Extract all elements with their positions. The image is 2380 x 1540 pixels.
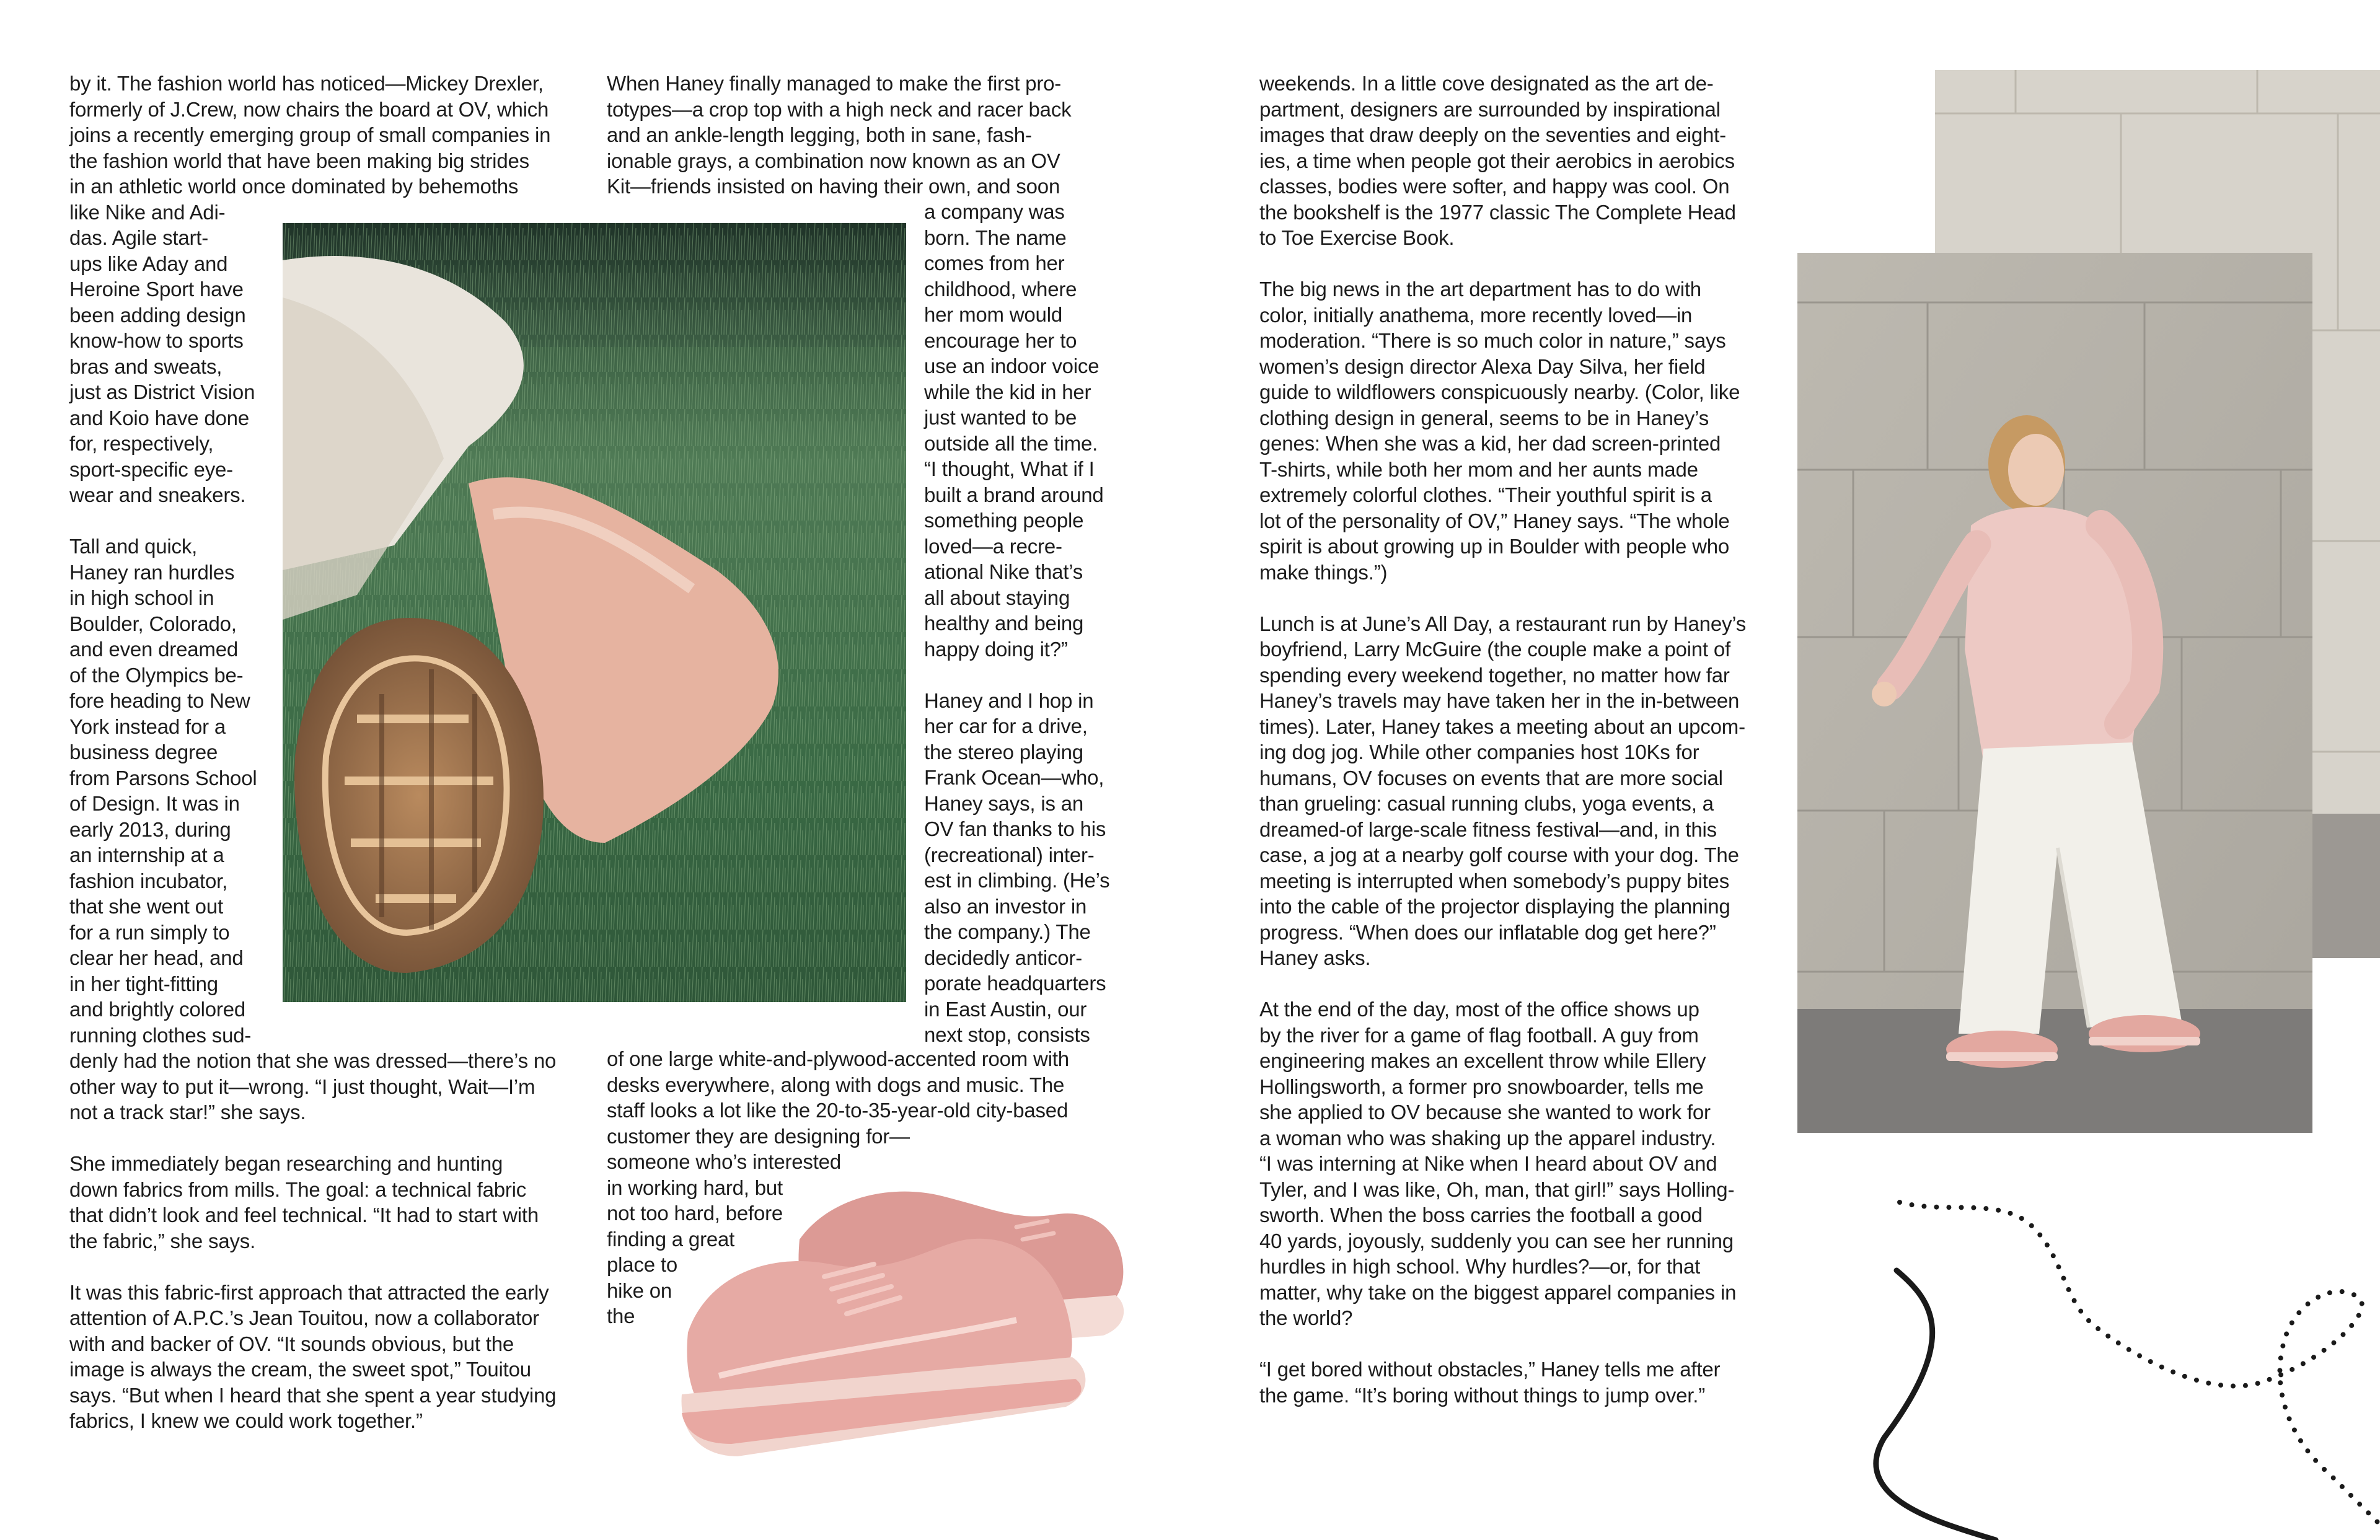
text-line: been adding design (69, 303, 246, 327)
text-line: by it. The fashion world has noticed—Mickey Drexler, (69, 72, 544, 95)
text-line: encourage her to (924, 328, 1077, 352)
text-line: images that draw deeply on the seventies and eight- (1259, 123, 1726, 146)
text-line: Haney and I hop in (924, 689, 1094, 712)
text-line: attention of A.P.C.’s Jean Touitou, now a collaborator (69, 1306, 539, 1329)
text-line: the company.) The (924, 920, 1091, 943)
text-line: that she went out (69, 895, 223, 918)
text-line: Heroine Sport have (69, 278, 244, 301)
text-line: genes: When she was a kid, her dad screen-printed (1259, 432, 1721, 455)
text-line: matter, why take on the biggest apparel companies in (1259, 1280, 1737, 1304)
pink-sneakers-product-photo (669, 1171, 1140, 1475)
text-line: staff looks a lot like the 20-to-35-year-old city-based (607, 1099, 1069, 1122)
text-line: in East Austin, our (924, 997, 1087, 1021)
text-line: hurdles in high school. Why hurdles?—or, for that (1259, 1255, 1701, 1278)
text-line: Frank Ocean—who, (924, 766, 1104, 789)
text-line: says. “But when I heard that she spent a year studying (69, 1383, 557, 1407)
sneaker-sole-on-grass-photo (283, 223, 906, 1002)
text-line: Hollingsworth, a former pro snowboarder, tells me (1259, 1075, 1704, 1098)
text-line: like Nike and Adi- (69, 200, 226, 224)
text-line: totypes—a crop top with a high neck and racer back (607, 97, 1072, 121)
text-line: other way to put it—wrong. “I just thought, Wait—I’m (69, 1075, 536, 1098)
text-line: the fabric,” she says. (69, 1229, 256, 1252)
text-line: for a run simply to (69, 920, 230, 944)
text-line: in her tight-fitting (69, 972, 218, 995)
text-line: “I thought, What if I (924, 457, 1095, 480)
text-line: for, respectively, (69, 432, 214, 455)
dotted-line-doodle (1859, 1177, 2380, 1540)
text-line: and an ankle-length legging, both in sane, fash- (607, 123, 1032, 146)
text-line: When Haney finally managed to make the first pro- (607, 72, 1062, 95)
text-line: just as District Vision (69, 381, 255, 403)
text-line: finding a great (607, 1227, 735, 1251)
text-line: childhood, where (924, 277, 1077, 301)
text-line: while the kid in her (924, 380, 1091, 403)
text-line: use an indoor voice (924, 354, 1100, 377)
text-line: fashion incubator, (69, 869, 228, 892)
text-line: women’s design director Alexa Day Silva, her field (1259, 354, 1706, 378)
text-line: know-how to sports (69, 329, 244, 352)
text-line: someone who’s interested (607, 1150, 841, 1173)
text-line: York instead for a (69, 715, 226, 738)
text-line: the game. “It’s boring without things to jump over.” (1259, 1383, 1706, 1407)
text-line: from Parsons School (69, 766, 257, 790)
text-line: bras and sweats, (69, 354, 223, 378)
text-line: than grueling: casual running clubs, yoga events, a (1259, 792, 1714, 815)
text-line: She immediately began researching and hunting (69, 1152, 503, 1175)
text-line: the fashion world that have been making big strides (69, 149, 529, 172)
text-line: in working hard, but (607, 1176, 783, 1199)
text-line: spirit is about growing up in Boulder with people who (1259, 535, 1730, 558)
text-line: color, initially anathema, more recently loved—in (1259, 303, 1693, 327)
text-line: das. Agile start- (69, 226, 209, 249)
text-line: an internship at a (69, 843, 224, 866)
woman-in-pink-top-walking-photo (1797, 253, 2312, 1133)
text-line: by the river for a game of flag football. A guy from (1259, 1023, 1699, 1047)
text-line: (recreational) inter- (924, 843, 1095, 866)
text-line: Tall and quick, (69, 535, 198, 558)
text-line: meeting is interrupted when somebody’s puppy bites (1259, 869, 1730, 892)
text-line: happy doing it?” (924, 637, 1068, 661)
text-line: born. The name (924, 226, 1067, 249)
text-line: not too hard, before (607, 1202, 783, 1225)
text-line: wear and sneakers. (69, 483, 246, 506)
text-line: Tyler, and I was like, Oh, man, that girl!” says Holling- (1259, 1177, 1735, 1201)
text-line: “I was interning at Nike when I heard about OV and (1259, 1152, 1717, 1175)
text-line: and even dreamed (69, 638, 238, 661)
text-line: a woman who was shaking up the apparel industry. (1259, 1126, 1716, 1150)
text-line: her car for a drive, (924, 715, 1088, 737)
text-line: of the Olympics be- (69, 663, 244, 687)
text-line: a company was (924, 200, 1065, 223)
text-line: business degree (69, 741, 218, 763)
text-line: next stop, consists (924, 1023, 1090, 1046)
text-line: case, a jog at a nearby golf course with your dog. The (1259, 843, 1739, 866)
text-line: boyfriend, Larry McGuire (the couple make a point of (1259, 638, 1730, 661)
text-line: Haney says, is an (924, 791, 1084, 815)
text-line: engineering makes an excellent throw while Ellery (1259, 1049, 1706, 1072)
text-line: into the cable of the projector displaying the planning (1259, 895, 1730, 918)
text-line: Kit—friends insisted on having their own, and soon (607, 175, 1060, 198)
text-line: extremely colorful clothes. “Their youthful spirit is a (1259, 483, 1712, 506)
text-line: the world? (1259, 1306, 1353, 1329)
text-line: lot of the personality of OV,” Haney says. “The whole (1259, 509, 1730, 532)
text-line: ies, a time when people got their aerobics in aerobics (1259, 149, 1735, 172)
text-line: hike on (607, 1278, 672, 1302)
text-line: clear her head, and (69, 946, 244, 969)
text-line: ational Nike that’s (924, 560, 1083, 583)
text-line: desks everywhere, along with dogs and music. The (607, 1073, 1065, 1096)
text-line: sport-specific eye- (69, 457, 233, 481)
text-line: progress. “When does our inflatable dog get here?” (1259, 920, 1716, 944)
text-line: ing dog jog. While other companies host 10Ks for (1259, 741, 1699, 763)
text-line: It was this fabric-first approach that attracted the early (69, 1280, 549, 1304)
text-line: denly had the notion that she was dressed—there’s no (69, 1049, 557, 1072)
text-line: in high school in (69, 586, 214, 609)
text-line: customer they are designing for— (607, 1124, 910, 1148)
text-line: times). Later, Haney takes a meeting about an upcom- (1259, 715, 1745, 738)
text-line: and Koio have done (69, 406, 249, 429)
text-line: OV fan thanks to his (924, 817, 1106, 840)
text-line: Boulder, Colorado, (69, 612, 237, 635)
text-line: just wanted to be (924, 406, 1077, 429)
text-line: ionable grays, a combination now known as an OV (607, 149, 1060, 172)
text-line: the stereo playing (924, 740, 1083, 763)
text-line: formerly of J.Crew, now chairs the board at OV, which (69, 97, 549, 121)
text-line: not a track star!” she says. (69, 1101, 306, 1124)
text-line: something people (924, 509, 1084, 532)
text-line: fabrics, I knew we could work together.” (69, 1409, 423, 1432)
text-line: “I get bored without obstacles,” Haney tells me after (1259, 1358, 1721, 1381)
text-line: Haney asks. (1259, 946, 1371, 969)
text-line: ups like Aday and (69, 252, 228, 275)
text-line: Haney ran hurdles (69, 560, 235, 584)
text-line: loved—a recre- (924, 534, 1062, 558)
text-line: also an investor in (924, 894, 1087, 918)
text-line: dreamed-of large-scale fitness festival—and, in this (1259, 817, 1717, 841)
text-line: 40 yards, joyously, suddenly you can see her running (1259, 1229, 1734, 1252)
text-line: she applied to OV because she wanted to work for (1259, 1101, 1711, 1124)
text-line: fore heading to New (69, 689, 250, 712)
text-line: spending every weekend together, no matter how far (1259, 663, 1730, 687)
text-line: to Toe Exercise Book. (1259, 226, 1455, 249)
text-line: Haney’s travels may have taken her in the in-between (1259, 689, 1740, 712)
text-line: her mom would (924, 303, 1062, 326)
text-line: Lunch is at June’s All Day, a restaurant run by Haney’s (1259, 612, 1747, 635)
text-line: weekends. In a little cove designated as the art de- (1259, 72, 1714, 95)
text-line: that didn’t look and feel technical. “It had to start with (69, 1203, 539, 1226)
text-line: partment, designers are surrounded by inspirational (1259, 97, 1721, 121)
text-line: all about staying (924, 586, 1070, 609)
text-line: in an athletic world once dominated by behemoths (69, 175, 519, 198)
text-line: porate headquarters (924, 972, 1106, 995)
text-line: down fabrics from mills. The goal: a technical fabric (69, 1177, 527, 1201)
text-line: of one large white-and-plywood-accented room with (607, 1047, 1069, 1070)
text-line: with and backer of OV. “It sounds obvious, but the (69, 1332, 514, 1355)
text-line: classes, bodies were softer, and happy was cool. On (1259, 175, 1730, 198)
text-line: healthy and being (924, 612, 1084, 635)
text-line: the bookshelf is the 1977 classic The Complete Head (1259, 200, 1736, 224)
text-line: sworth. When the boss carries the football a good (1259, 1203, 1703, 1226)
text-line: clothing design in general, seems to be in Haney’s (1259, 406, 1709, 429)
text-line: humans, OV focuses on events that are more social (1259, 766, 1723, 790)
text-line: running clothes sud- (69, 1023, 252, 1047)
text-line: At the end of the day, most of the office shows up (1259, 998, 1699, 1021)
text-line: The big news in the art department has to do with (1259, 278, 1701, 301)
text-line: and brightly colored (69, 998, 246, 1021)
text-line: outside all the time. (924, 431, 1098, 455)
text-line: guide to wildflowers conspicuously nearby. (Color, like (1259, 381, 1740, 403)
text-line: decidedly anticor- (924, 946, 1083, 969)
text-line: early 2013, during (69, 817, 231, 841)
text-line: comes from her (924, 252, 1065, 275)
text-line: est in climbing. (He’s (924, 869, 1110, 892)
text-line: make things.”) (1259, 560, 1388, 584)
text-line: place to (607, 1253, 677, 1276)
text-line: image is always the cream, the sweet spot,” Touitou (69, 1358, 531, 1381)
text-line: moderation. “There is so much color in nature,” says (1259, 329, 1726, 352)
text-line: built a brand around (924, 483, 1104, 506)
text-line: T-shirts, while both her mom and her aunts made (1259, 457, 1698, 481)
text-line: of Design. It was in (69, 792, 240, 815)
text-line: the (607, 1305, 635, 1327)
text-line: joins a recently emerging group of small companies in (69, 123, 551, 146)
